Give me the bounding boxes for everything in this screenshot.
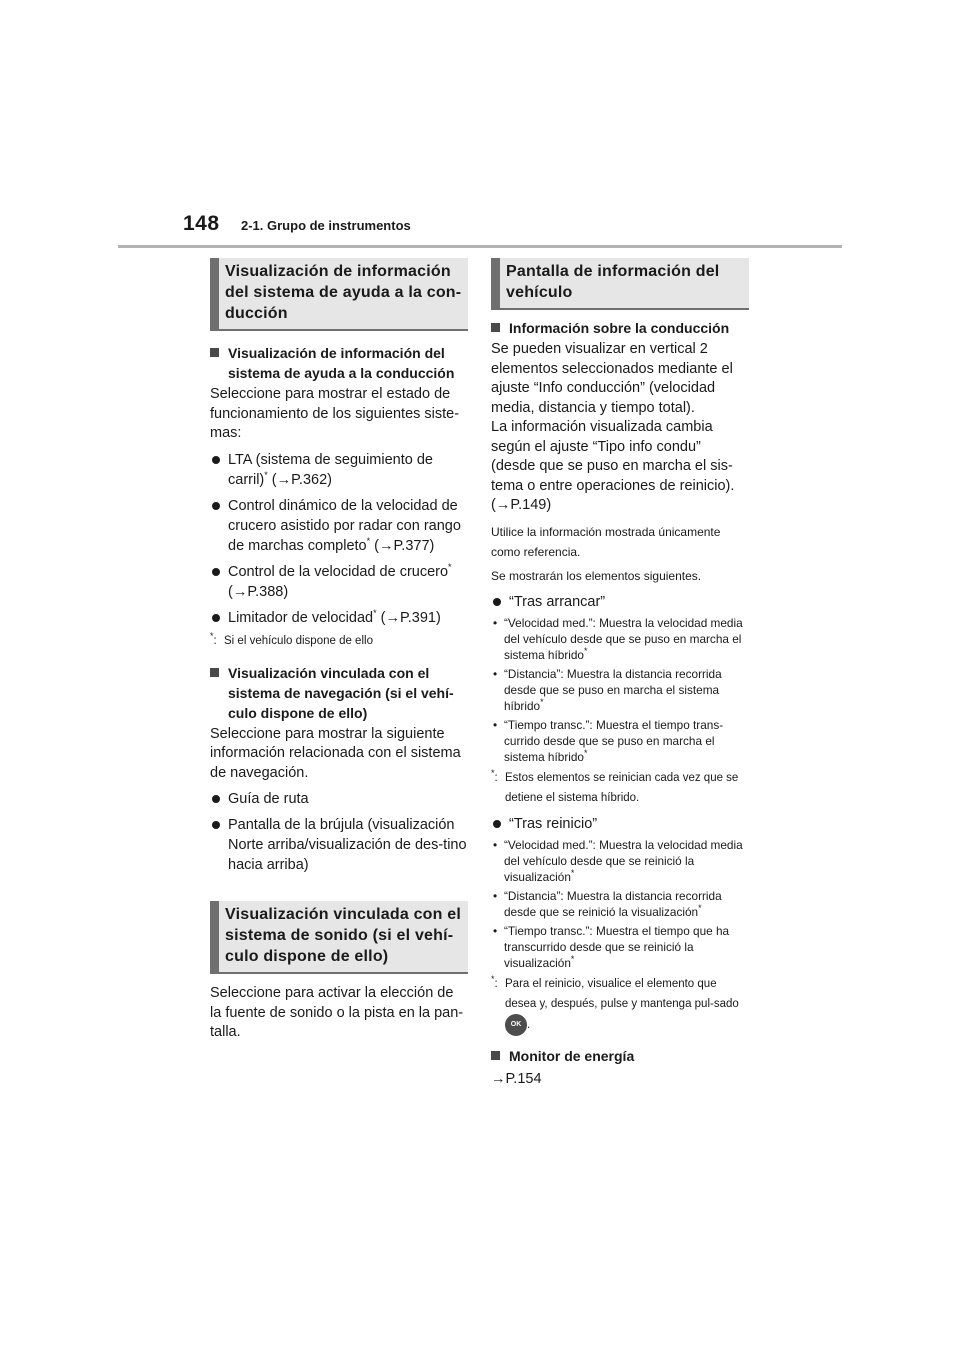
ok-button-icon: OK [505,1014,527,1036]
bullet-icon [212,456,220,464]
asterisk-mark: * [448,561,452,572]
bullet-icon [493,820,501,828]
list-item: “Tras reinicio” [491,814,749,834]
page-reference: (→P.362) [267,471,332,488]
page-header [183,212,843,248]
sub-item: • “Velocidad med.”: Muestra la velocidad media del vehículo desde que se reinició la visualización* [493,837,743,884]
header-divider [118,245,842,248]
paragraph: Seleccione para mostrar la siguiente información relacionada con el sistema de navegación. [210,725,461,781]
asterisk-mark: * [584,747,588,758]
paragraph: Se pueden visualizar en vertical 2 elementos seleccionados mediante el ajuste “Info conducción” (velocidad media, distancia y tiempo total). [491,341,733,416]
heading-energy-monitor: Monitor de energía [491,1046,749,1066]
list-item: Control de la velocidad de crucero* (→P.388) [210,562,468,602]
asterisk-mark: * [540,696,544,707]
section-box-audio: Visualización vinculada con el sistema de sonido (si el vehí-culo dispone de ello) [210,901,468,974]
footnote: *: Estos elementos se reinician cada vez que se detiene el sistema híbrido. [491,767,739,804]
right-column [491,258,749,1089]
bullet-icon [493,598,501,606]
page-reference: →P.154 [491,1070,542,1087]
page-reference: (→P.391) [376,609,441,626]
heading-navigation: Visualización vinculada con el sistema de navegación (si el vehí-culo dispone de ello) [210,663,468,723]
paragraph: Seleccione para mostrar el estado de funcionamiento de los siguientes siste-mas: [210,386,460,441]
bullet-icon [212,614,220,622]
sub-item: • “Tiempo transc.”: Muestra el tiempo que ha transcurrido desde que se reinició la visualización* [493,923,730,970]
square-bullet-icon [491,323,500,332]
asterisk-mark: * [570,953,575,964]
footnote: *: Si el vehículo dispone de ello [210,630,373,647]
section-box-driving-assist: Visualización de información del sistema de ayuda a la con-ducción [210,258,468,331]
sub-item: • “Distancia”: Muestra la distancia recorrida desde que se puso en marcha el sistema híbrido* [493,666,722,713]
heading-driving-assist: Visualización de información del sistema de ayuda a la conducción [210,343,468,383]
sub-item: • “Velocidad med.”: Muestra la velocidad media del vehículo desde que se puso en marcha el sistema híbrido* [493,615,743,662]
heading-driving-info: Información sobre la conducción [491,318,749,338]
list-item: Control dinámico de la velocidad de crucero asistido por radar con rango de marchas completo* (→P.377) [210,496,468,556]
asterisk-mark: * [366,535,371,546]
list-item: “Tras arrancar” [491,592,749,612]
page-number: 148 [183,212,220,235]
square-bullet-icon [210,668,219,677]
page-reference: (→P.388) [228,583,289,600]
left-column [210,258,468,1043]
square-bullet-icon [210,348,219,357]
bullet-icon [212,795,220,803]
small-note: Se mostrarán los elementos siguientes. [491,568,702,583]
sub-item: • “Tiempo transc.”: Muestra el tiempo trans-currido desde que se puso en marcha el sistema híbrido* [493,717,724,764]
section-title: 2-1. Grupo de instrumentos [241,218,411,233]
sub-item: • “Distancia”: Muestra la distancia recorrida desde que se reinició la visualización* [493,888,722,919]
section-box-vehicle-info: Pantalla de información del vehículo [491,258,749,310]
bullet-icon [212,502,220,510]
asterisk-mark: * [698,902,702,913]
list-item: LTA (sistema de seguimiento de carril)* (→P.362) [210,450,468,490]
square-bullet-icon [491,1051,500,1060]
bullet-icon [212,821,220,829]
asterisk-mark: * [373,607,377,618]
asterisk-mark: * [584,645,588,656]
asterisk-mark: * [264,469,268,480]
small-note: Utilice la información mostrada únicamente como referencia. [491,524,721,559]
list-item: Guía de ruta [210,789,468,809]
paragraph: La información visualizada cambia según el ajuste “Tipo info condu” (desde que se puso en marcha el sis-tema o entre operaciones de reinicio). (→P.149) [491,419,735,513]
page-reference: (→P.377) [370,537,435,554]
bullet-icon [212,568,220,576]
list-item: Limitador de velocidad* (→P.391) [210,608,468,628]
asterisk-mark: * [570,867,575,878]
footnote: *: Para el reinicio, visualice el elemento que desea y, después, pulse y mantenga pul-sado OK . [491,974,749,1036]
paragraph: Seleccione para activar la elección de la fuente de sonido o la pista en la pan-talla. [210,985,464,1040]
list-item: Pantalla de la brújula (visualización Norte arriba/visualización de des-tino hacia arriba) [210,815,468,875]
